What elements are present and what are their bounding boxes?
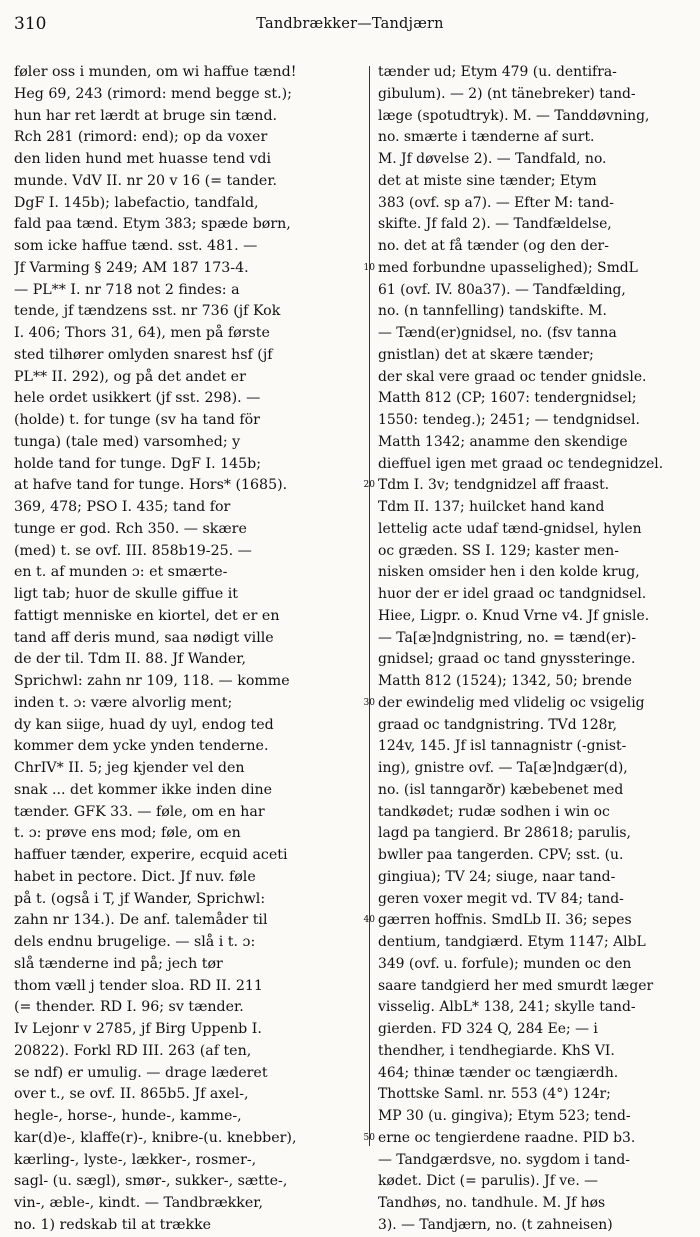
right-column	[378, 62, 696, 1237]
text-line: gærren hoffnis. SmdLb II. 36; sepes	[378, 912, 632, 929]
text-line: kærling-, lyste-, lækker-, rosmer-,	[14, 1151, 257, 1168]
text-line: 383 (ovf. sp a7). — Efter M: tand-	[378, 194, 614, 211]
text-line: der skal vere graad oc tender gnidsle.	[378, 368, 647, 385]
text-line: — Tandgærdsve, no. sygdom i tand-	[378, 1151, 630, 1168]
text-line: på t. (også i T, jf Wander, Sprichwl:	[14, 890, 266, 907]
text-line: kar(d)e-, klaffe(r)-, knibre-(u. knebber),	[14, 1129, 297, 1146]
text-line: slå tænderne ind på; jech tør	[14, 955, 223, 972]
page-number: 310	[14, 14, 47, 34]
text-line: se ndf) er umulig. — drage læderet	[14, 1064, 268, 1081]
text-line: hele ordet usikkert (jf sst. 298). —	[14, 390, 261, 407]
text-line: no. smærte i tænderne af surt.	[378, 129, 595, 146]
text-line: det at miste sine tænder; Etym	[378, 172, 597, 189]
text-line: skifte. Jf fald 2). — Tandfældelse,	[378, 216, 612, 233]
text-line: 464; thinæ tænder oc tængiærdh.	[378, 1064, 619, 1081]
text-line: munde. VdV II. nr 20 v 16 (= tander.	[14, 172, 278, 189]
text-line: tænder ud; Etym 479 (u. dentifra-	[378, 64, 617, 80]
text-line: gnidsel; graad oc tand gnyssteringe.	[378, 651, 636, 668]
text-line: ligt tab; huor de skulle giffue it	[14, 586, 238, 602]
text-line: der ewindelig med vlidelig oc vsigelig	[378, 694, 645, 711]
text-line: Jf Varming § 249; AM 187 173-4.	[14, 259, 249, 276]
text-line: de der til. Tdm II. 88. Jf Wander,	[14, 651, 246, 668]
text-line: hegle-, horse-, hunde-, kamme-,	[14, 1108, 242, 1124]
text-line: hun har ret lærdt at bruge sin tænd.	[14, 107, 278, 124]
text-line: Tdm I. 3v; tendgnidzel aff fraast.	[378, 477, 610, 494]
text-line: tand aff deris mund, saa nødigt ville	[14, 629, 274, 646]
text-line: (med) t. se ovf. III. 858b19-25. —	[14, 542, 252, 559]
text-line: Hiee, Ligpr. o. Knud Vrne v4. Jf gnisle.	[378, 607, 650, 624]
text-line: I. 406; Thors 31, 64), men på første	[14, 325, 270, 341]
text-line: 369, 478; PSO I. 435; tand for	[14, 499, 231, 515]
text-line: no. (n tannfelling) tandskifte. M.	[378, 303, 607, 320]
text-line: — PL** I. nr 718 not 2 findes: a	[14, 281, 240, 298]
text-line: vin-, æble-, kindt. — Tandbrækker,	[14, 1195, 263, 1211]
text-line: geren voxer megit vd. TV 84; tand-	[378, 890, 624, 907]
text-line: zahn nr 134.). De anf. talemåder til	[14, 912, 268, 929]
text-line: huor der er idel graad oc tandgnidsel.	[378, 586, 647, 602]
text-line: Matth 1342; anamme den skendige	[378, 433, 628, 450]
text-line: Tdm II. 137; huilcket hand kand	[378, 499, 605, 515]
text-line: saare tandgierd her med smurdt læger	[378, 977, 654, 994]
line-number: 10	[363, 262, 375, 273]
text-line: 20822). Forkl RD III. 263 (af ten,	[14, 1042, 252, 1059]
text-line: som icke haffue tænd. sst. 481. —	[14, 238, 258, 254]
text-line: Heg 69, 243 (rimord: mend begge st.);	[14, 85, 292, 102]
text-line: sted tilhører omlyden snarest hsf (jf	[14, 346, 273, 363]
text-line: dieffuel igen met graad oc tendegnidzel.	[378, 455, 664, 472]
text-line: tænder. GFK 33. — føle, om en har	[14, 803, 265, 820]
text-line: Thottske Saml. nr. 553 (4°) 124r;	[378, 1086, 611, 1103]
text-line: den liden hund met huasse tend vdi	[14, 151, 272, 167]
text-line: — Ta[æ]ndgnistring, no. = tænd(er)-	[378, 629, 637, 646]
text-line: 349 (ovf. u. forfule); munden oc den	[378, 955, 632, 972]
text-line: tende, jf tændzens sst. nr 736 (jf Kok	[14, 303, 281, 320]
text-line: kommer dem ycke ynden tenderne.	[14, 738, 269, 755]
text-line: 61 (ovf. IV. 80a37). — Tandfælding,	[378, 281, 626, 298]
text-line: (holde) t. for tunge (sv ha tand för	[14, 412, 260, 428]
text-line: kødet. Dict (= parulis). Jf ve. —	[378, 1173, 599, 1190]
text-line: fattigt menniske en kiortel, det er en	[14, 607, 280, 624]
text-line: holde tand for tunge. DgF I. 145b;	[14, 455, 262, 472]
text-line: thendher, i tendhegiarde. KhS VI.	[378, 1042, 615, 1059]
text-line: — Tænd(er)gnidsel, no. (fsv tanna	[378, 325, 617, 341]
text-line: habet in pectore. Dict. Jf nuv. føle	[14, 868, 256, 885]
text-line: Matth 812 (CP; 1607: tendergnidsel;	[378, 390, 637, 407]
text-line: no. (isl tanngarðr) kæbebenet med	[378, 781, 624, 798]
text-line: snak ... det kommer ikke inden dine	[14, 781, 273, 798]
text-line: 1550: tendeg.); 2451; — tendgnidsel.	[378, 412, 640, 428]
text-line: gnistlan) det at skære tænder;	[378, 346, 594, 363]
text-line: t. ɔ: prøve ens mod; føle, om en	[14, 825, 241, 842]
text-line: gierden. FD 324 Q, 284 Ee; — i	[378, 1021, 598, 1037]
text-line: no. 1) redskab til at trække	[14, 1216, 212, 1233]
text-line: læge (spotudtryk). M. — Tanddøvning,	[378, 107, 650, 124]
text-line: med forbundne upasselighed); SmdL	[378, 259, 638, 276]
text-line: PL** II. 292), og på det andet er	[14, 368, 246, 385]
column-rule	[369, 66, 370, 1146]
text-line: haffuer tænder, experire, ecquid aceti	[14, 847, 288, 863]
text-line: erne oc tengierdene raadne. PID b3.	[378, 1129, 636, 1146]
text-line: inden t. ɔ: være alvorlig ment;	[14, 694, 233, 711]
text-line: tunga) (tale med) varsomhed; y	[14, 433, 241, 450]
running-head: Tandbrækker—Tandjærn	[256, 16, 444, 32]
text-line: gibulum). — 2) (nt tänebreker) tand-	[378, 85, 636, 102]
text-line: Matth 812 (1524); 1342, 50; brende	[378, 673, 633, 689]
line-number: 20	[363, 480, 375, 491]
text-line: dy kan siige, huad dy uyl, endog ted	[14, 716, 274, 733]
text-line: MP 30 (u. gingiva); Etym 523; tend-	[378, 1108, 631, 1124]
text-line: bwller paa tangerden. CPV; sst. (u.	[378, 847, 624, 863]
text-line: lagd pa tangierd. Br 28618; parulis,	[378, 825, 631, 842]
text-line: tunge er god. Rch 350. — skære	[14, 520, 247, 537]
text-line: DgF I. 145b); labefactio, tandfald,	[14, 194, 259, 211]
text-line: dels endnu brugelige. — slå i t. ɔ:	[14, 934, 256, 950]
text-line: Tandhøs, no. tandhule. M. Jf høs	[378, 1195, 606, 1211]
text-line: nisken omsider hen i den kolde krug,	[378, 564, 640, 581]
text-line: (= thender. RD I. 96; sv tænder.	[14, 999, 244, 1016]
line-number: 40	[363, 915, 375, 926]
text-line: fald paa tænd. Etym 383; spæde børn,	[14, 216, 291, 233]
text-line: gingiua); TV 24; siuge, naar tand-	[378, 868, 616, 885]
text-line: no. det at få tænder (og den der-	[378, 238, 609, 254]
line-number: 50	[363, 1132, 375, 1143]
text-line: Iv Lejonr v 2785, jf Birg Uppenb I.	[14, 1021, 262, 1037]
text-line: dentium, tandgiærd. Etym 1147; AlbL	[378, 934, 646, 950]
text-line: 3). — Tandjærn, no. (t zahneisen)	[378, 1216, 613, 1233]
text-line: lettelig acte udaf tænd-gnidsel, hylen	[378, 520, 642, 537]
text-line: Sprichwl: zahn nr 109, 118. — komme	[14, 673, 290, 689]
left-column	[14, 62, 358, 1237]
text-line: en t. af munden ɔ: et smærte-	[14, 564, 228, 581]
text-line: graad oc tandgnistring. TVd 128r,	[378, 716, 618, 733]
text-line: visselig. AlbL* 138, 241; skylle tand-	[378, 999, 636, 1016]
text-line: Rch 281 (rimord: end); op da voxer	[14, 129, 268, 146]
page-header	[0, 0, 700, 44]
text-line: sagl- (u. sægl), smør-, sukker-, sætte-,	[14, 1173, 288, 1190]
text-line: tandkødet; rudæ sodhen i win oc	[378, 803, 610, 820]
text-line: ing), gnistre ovf. — Ta[æ]ndgær(d),	[378, 760, 628, 776]
text-line: M. Jf døvelse 2). — Tandfald, no.	[378, 151, 607, 167]
text-line: thom væll j tender sloa. RD II. 211	[14, 977, 263, 994]
text-line: 124v, 145. Jf isl tannagnistr (-gnist-	[378, 738, 627, 755]
text-line: ChrIV* II. 5; jeg kjender vel den	[14, 760, 245, 776]
line-number: 30	[363, 697, 375, 708]
text-line: at hafve tand for tunge. Hors* (1685).	[14, 477, 288, 494]
text-line: oc græden. SS I. 129; kaster men-	[378, 542, 619, 559]
text-line: føler oss i munden, om wi haffue tænd!	[14, 64, 297, 80]
text-line: over t., se ovf. II. 865b5. Jf axel-,	[14, 1086, 249, 1103]
